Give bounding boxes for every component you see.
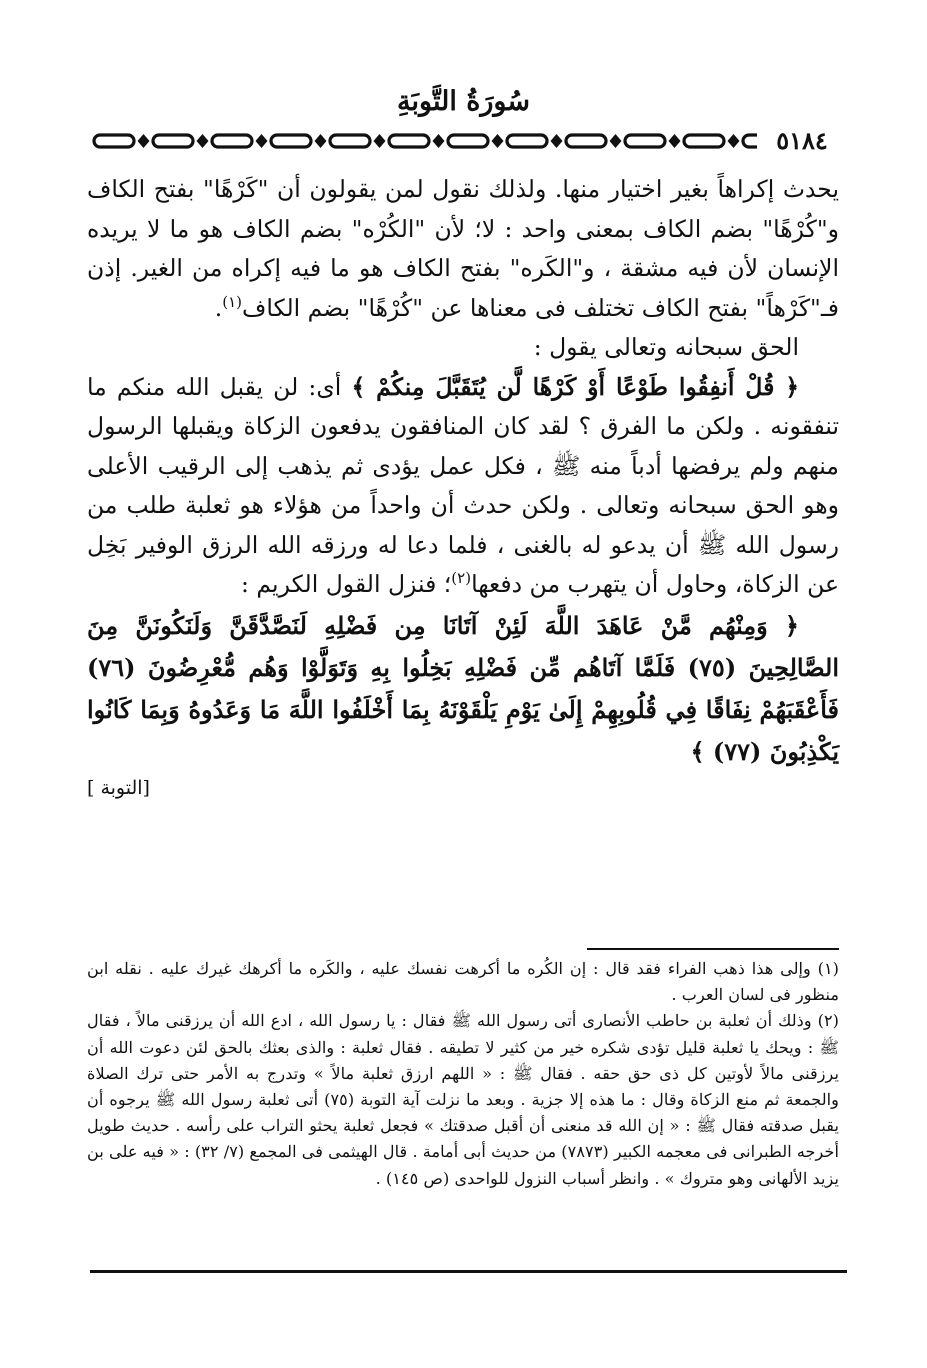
chain-link-icon (566, 135, 606, 147)
chain-link-icon (153, 135, 193, 147)
paragraph-end: . (214, 293, 223, 322)
chain-link-icon (684, 135, 724, 147)
diamond-icon (433, 134, 445, 148)
paragraph-text: يحدث إكراهاً بغير اختيار منها. ولذلك نقول لمن يقولون أن "كَرْهًا" بفتح الكاف و"كُرْهًا" بضم الكاف بمعنى واحد : لا؛ لأن "الكُرْه" بضم الكاف هو ما لا يريده الإنسان لأن فيه مشقة ، و"الكَره" بفتح الكاف هو ما فيه إكراه من الغير. إذن فـ"كَرْهاً" بفتح الكاف تختلف فى معناها عن "كُرْهًا" بضم الكاف (87, 175, 839, 322)
chain-link-icon (271, 135, 311, 147)
chain-link-icon (330, 135, 370, 147)
footnote-1: (١) وإلى هذا ذهب الفراء فقد قال : إن الكُره ما أكرهت نفسك عليه ، والكَره ما أكرهك غيرك عليه . نقله ابن منظور فى لسان العرب . (87, 959, 839, 1005)
footnote-separator (587, 948, 839, 950)
quran-verse: ﴿ قُلْ أَنفِقُوا طَوْعًا أَوْ كَرْهًا لَّن يُتَقَبَّلَ مِنكُمْ ﴾ (351, 372, 799, 401)
paragraph (87, 368, 839, 605)
chain-link-icon (212, 135, 252, 147)
diamond-icon (256, 134, 268, 148)
chain-link-icon (448, 135, 488, 147)
paragraph-end: ؛ فنزل القول الكريم : (241, 570, 452, 598)
paragraph (87, 170, 839, 328)
diamond-icon (669, 134, 681, 148)
diamond-icon (610, 134, 622, 148)
chain-link-icon (389, 135, 429, 147)
diamond-icon (492, 134, 504, 148)
chain-link-icon (94, 135, 134, 147)
paragraph: الحق سبحانه وتعالى يقول : (533, 333, 799, 361)
ornament-border (92, 130, 847, 152)
paragraph-text: أى: لن يقبل الله منكم ما تنفقونه . ولكن ما الفرق ؟ لقد كان المنافقون يدفعون الزكاة ويقبلها الرسول منهم ولم يرفضها أدباً منه ﷺ ، فكل عمل يؤدى ثم يذهب إلى الرقيب الأعلى وهو الحق سبحانه وتعالى . ولكن حدث أن واحداً من هؤلاء هو ثعلبة طلب من رسول الله ﷺ أن يدعو له بالغنى ، فلما دعا له ورزقه الله الرزق الوفير بَخِل عن الزكاة، وحاول أن يتهرب من دفعها (87, 372, 839, 598)
surah-title: سُورَةُ التَّوبَةِ (397, 86, 530, 117)
footnote-ref: (١) (222, 292, 242, 311)
footnote-ref: (٢) (451, 569, 472, 588)
chain-link-icon (625, 135, 665, 147)
diamond-icon (374, 134, 386, 148)
footnotes (87, 956, 839, 1192)
chain-link-icon (507, 135, 547, 147)
page-number: ٥١٨٤ (757, 128, 847, 154)
quran-verse-block: ﴿ وَمِنْهُم مَّنْ عَاهَدَ اللَّهَ لَئِنْ آتَانَا مِن فَضْلِهِ لَنَصَّدَّقَنَّ وَلَنَكُونَنَّ مِنَ الصَّالِحِينَ (٧٥) فَلَمَّا آتَاهُم مِّن فَضْلِهِ بَخِلُوا بِهِ وَتَوَلَّوْا وَهُم مُّعْرِضُونَ (٧٦) فَأَعْقَبَهُمْ نِفَاقًا فِي قُلُوبِهِمْ إِلَىٰ يَوْمِ يَلْقَوْنَهُ بِمَا أَخْلَفُوا اللَّهَ مَا وَعَدُوهُ وَبِمَا كَانُوا يَكْذِبُونَ (٧٧) ﴾ (87, 610, 839, 766)
diamond-icon (551, 134, 563, 148)
main-text (87, 170, 839, 808)
diamond-icon (197, 134, 209, 148)
diamond-icon (315, 134, 327, 148)
ornament-chain-icon (92, 130, 847, 152)
surah-reference: [التوبة ] (87, 776, 150, 799)
diamond-icon (728, 134, 740, 148)
diamond-icon (138, 134, 150, 148)
footnote-2: (٢) وذلك أن ثعلبة بن حاطب الأنصارى أتى رسول الله ﷺ فقال : يا رسول الله ، ادع الله أن يرزقنى مالاً ، فقال ﷺ : ويحك يا ثعلبة قليل تؤدى شكره خير من كثير لا تطيقه . فقال ثعلبة : والذى بعثك بالحق لئن دعوت الله أن يرزقنى مالاً لأوتين كل ذى حق حقه . فقال ﷺ : « اللهم ارزق ثعلبة مالاً » وتدرج به الأمر حتى ترك الصلاة والجمعة ثم منع الزكاة وقال : ما هذه إلا جزية . وبعد ما نزلت آية التوبة (٧٥) أتى ثعلبة رسول الله ﷺ يرجوه أن يقبل صدقته فقال ﷺ : « إن الله قد منعنى أن أقبل صدقتك » فجعل ثعلبة يحثو التراب على رأسه . حديث طويل أخرجه الطبرانى فى معجمه الكبير (٧٨٧٣) من حديث أبى أمامة . قال الهيثمى فى المجمع (٧/ ٣٢) : « فيه على بن يزيد الألهانى وهو متروك » . وانظر أسباب النزول للواحدى (ص ١٤٥) . (87, 1011, 839, 1188)
bottom-rule (90, 1270, 847, 1273)
